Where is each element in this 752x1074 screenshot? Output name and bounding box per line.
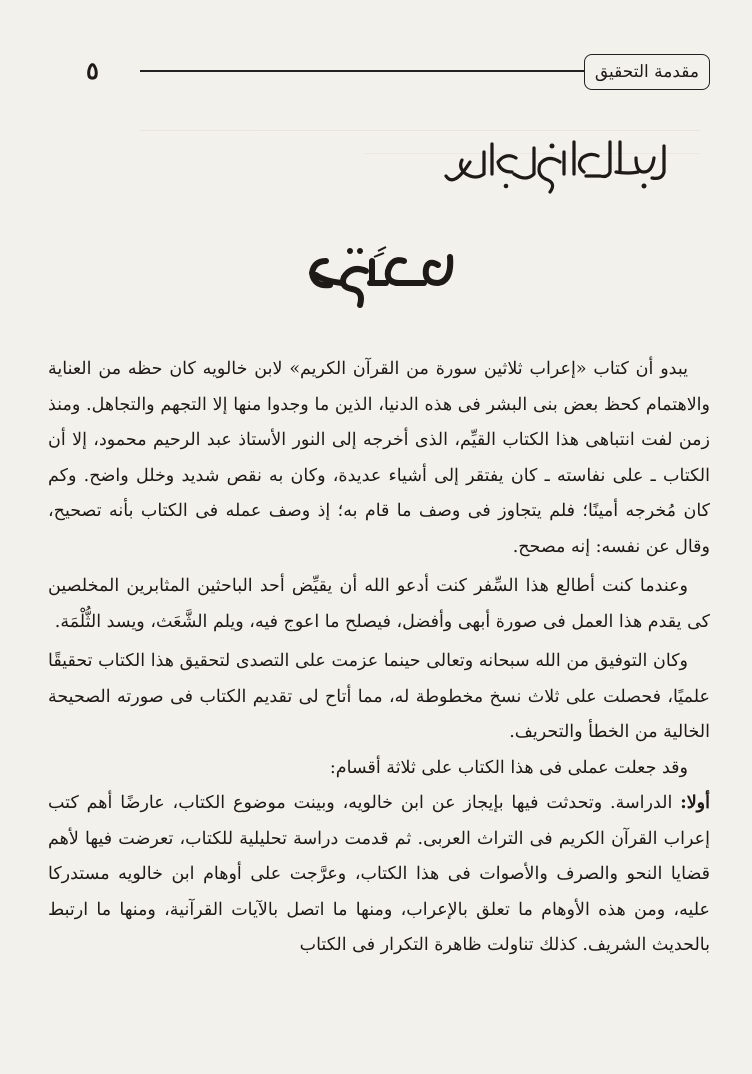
paragraph-manuscripts: وكان التوفيق من الله سبحانه وتعالى حينما عزمت على التصدى لتحقيق هذا الكتاب تحقيقًا علميًا، فحصلت على ثلاث نسخ مخطوطة له، مما أتاح لى تقديم الكتاب فى صورته الصحيحة الخالية من الخطأ والتحريف.: [48, 651, 711, 742]
paragraph-hope: وعندما كنت أطالع هذا السِّفر كنت أدعو الله أن يقيِّض أحد الباحثين المثابرين المخلصين كى يقدم هذا العمل فى صورة أبهى وأفضل، فيصلح ما اعوج فيه، ويلم الشَّعَث، ويسد الثُّلْمَة.: [48, 576, 710, 632]
header-rule: [140, 70, 605, 72]
running-header: [80, 52, 710, 96]
paragraph-first-section: أولا: الدراسة. وتحدثت فيها بإيجاز عن ابن خالويه، وبينت موضوع الكتاب، عارضًا أهم كتب إعراب القرآن الكريم فى التراث العربى. ثم قدمت دراسة تحليلية للكتاب، تعرضت فيها لأهم قضايا النحو والصرف والأصوات فى هذا الكتاب، وعرَّجت على أوهام ابن خالويه مستدركا عليه، ومن هذه الأوهام ما تعلق بالإعراب، ومنها ما اتصل بالآيات القرآنية، ومنها ما ارتبط بالحديث الشريف. كذلك تناولت ظاهرة التكرار فى الكتاب: [48, 793, 710, 955]
paragraph-sections: وقد جعلت عملى فى هذا الكتاب على ثلاثة أقسام:: [329, 757, 688, 778]
body-text: [48, 352, 710, 964]
page-number: ٥: [86, 56, 99, 85]
basmala-calligraphy: [440, 128, 670, 198]
first-section-lead: أولا:: [680, 793, 710, 813]
paragraph-intro: يبدو أن كتاب «إعراب ثلاثين سورة من القرآن الكريم» لابن خالويه كان حظه من العناية والاهتمام كحظ بعض بنى البشر فى هذه الدنيا، الذين ما وجدوا منها إلا التجهم والتجاهل. ومنذ زمن لفت انتباهى هذا الكتاب القيِّم، الذى أخرجه إلى النور الأستاذ عبد الرحيم محمود، إلا أن الكتاب ـ على نفاسته ـ كان يفتقر إلى أشياء عديدة، وكان به نقص شديد وخلل واضح. وكم كان مُخرجه أمينًا؛ فلم يتجاوز فى وصف ما قام به؛ إذ وصف عمله فى الكتاب بأنه تصحيح، وقال عن نفسه: إنه مصحح.: [48, 359, 710, 557]
running-title: مقدمة التحقيق: [584, 54, 710, 90]
section-title-calligraphy: [300, 235, 460, 315]
